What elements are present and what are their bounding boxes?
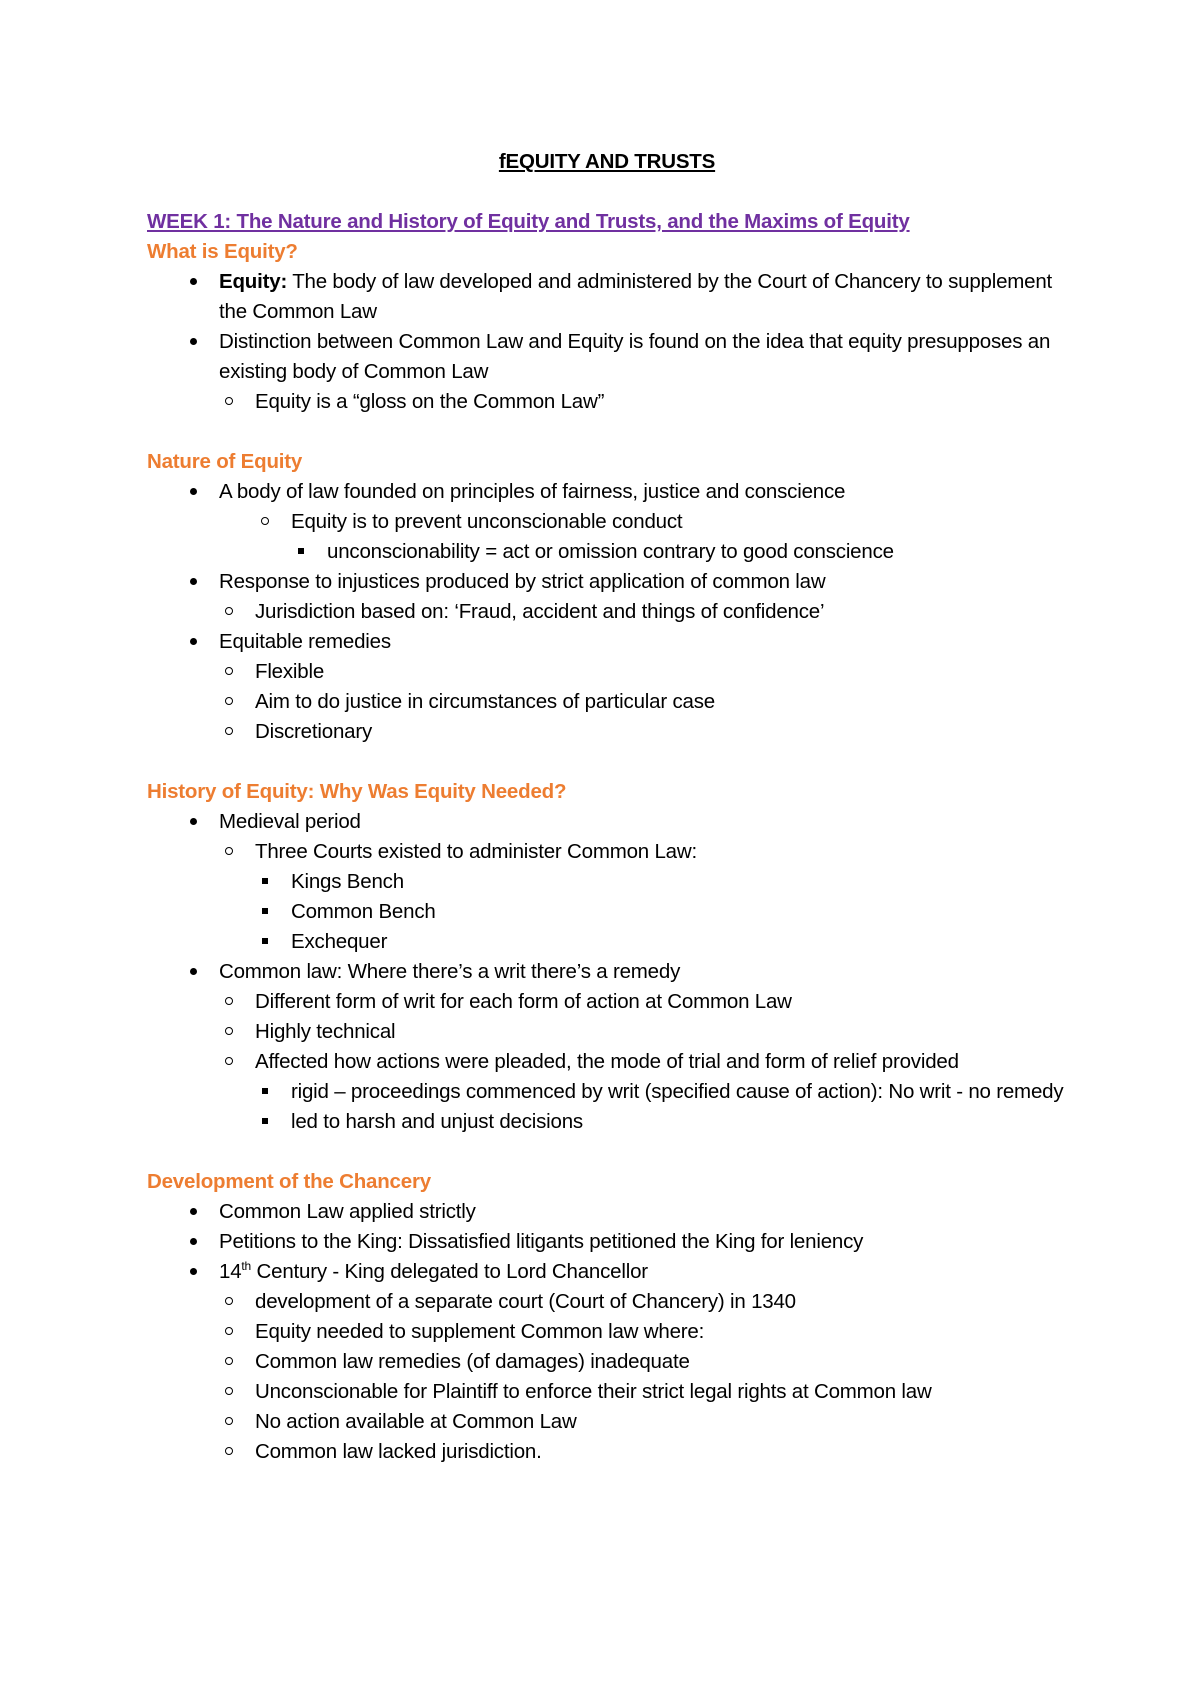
section-heading: Nature of Equity: [147, 450, 303, 473]
circle-bullet-icon: [219, 1317, 239, 1347]
square-bullet-icon: [255, 927, 275, 957]
circle-bullet-icon: [219, 717, 239, 747]
circle-bullet-icon: [219, 1407, 239, 1437]
item-text: Petitions to the King: Dissatisfied litigants petitioned the King for leniency: [219, 1230, 864, 1253]
list-item: [147, 897, 1067, 927]
item-text: Discretionary: [255, 720, 373, 743]
list-item: [147, 1377, 1067, 1407]
bullet-icon: [183, 477, 203, 507]
list-item: [147, 1227, 1067, 1257]
item-text: Medieval period: [219, 810, 361, 833]
bullet-icon: [183, 267, 203, 297]
item-text: Common law remedies (of damages) inadequate: [255, 1350, 690, 1373]
bullet-icon: [183, 327, 203, 357]
bullet-icon: [183, 1257, 203, 1287]
item-text: Aim to do justice in circumstances of particular case: [255, 690, 715, 713]
circle-bullet-icon: [219, 657, 239, 687]
item-text: Equity is to prevent unconscionable conduct: [291, 510, 683, 533]
bullet-icon: [183, 627, 203, 657]
list-item: [147, 1437, 1067, 1467]
list-item: [147, 1287, 1067, 1317]
list-item: [147, 267, 1067, 327]
bullet-icon: [183, 1197, 203, 1227]
item-text: Three Courts existed to administer Common Law:: [255, 840, 697, 863]
list-item: [147, 1257, 1067, 1287]
list-item: [147, 657, 1067, 687]
list-item: [147, 1317, 1067, 1347]
bullet-icon: [183, 567, 203, 597]
list-item: [147, 1407, 1067, 1437]
section-heading: History of Equity: Why Was Equity Needed?: [147, 780, 567, 803]
item-text: Equity is a “gloss on the Common Law”: [255, 390, 605, 413]
list-item: [147, 987, 1067, 1017]
circle-bullet-icon: [219, 687, 239, 717]
square-bullet-icon: [255, 867, 275, 897]
item-text: Common Law applied strictly: [219, 1200, 476, 1223]
list-item: [147, 717, 1067, 747]
bullet-icon: [183, 1227, 203, 1257]
list-item: [147, 957, 1067, 987]
item-text: Equitable remedies: [219, 630, 391, 653]
document-title: fEQUITY AND TRUSTS: [498, 150, 716, 173]
list-item: [147, 567, 1067, 597]
item-number: 14: [219, 1260, 242, 1283]
list-item: [147, 387, 1067, 417]
list-item: [147, 507, 1067, 537]
circle-bullet-icon: [219, 1377, 239, 1407]
circle-bullet-icon: [219, 1287, 239, 1317]
list-item: [147, 837, 1067, 867]
term-label: Equity:: [219, 270, 288, 293]
item-text: Different form of writ for each form of action at Common Law: [255, 990, 792, 1013]
list-item: [147, 1197, 1067, 1227]
item-text: Distinction between Common Law and Equity is found on the idea that equity presupposes an existing body of Common Law: [219, 330, 1051, 383]
list-item: [147, 1047, 1067, 1077]
list-item: [147, 687, 1067, 717]
circle-bullet-icon: [219, 387, 239, 417]
item-text: development of a separate court (Court of Chancery) in 1340: [255, 1290, 796, 1313]
item-text: led to harsh and unjust decisions: [291, 1110, 583, 1133]
bullet-list: [147, 267, 1067, 417]
item-text: Kings Bench: [291, 870, 404, 893]
section-development-of-chancery: [147, 1167, 1067, 1467]
square-bullet-icon: [255, 1077, 275, 1107]
list-item: [147, 327, 1067, 387]
item-text: rigid – proceedings commenced by writ (specified cause of action): No writ - no remedy: [291, 1080, 1064, 1103]
bullet-list: [147, 807, 1067, 1137]
circle-bullet-icon: [219, 837, 239, 867]
item-text: Exchequer: [291, 930, 388, 953]
list-item: [147, 927, 1067, 957]
circle-bullet-icon: [255, 507, 275, 537]
square-bullet-icon: [291, 537, 311, 567]
list-item: [147, 807, 1067, 837]
item-text: Century - King delegated to Lord Chancellor: [251, 1260, 648, 1283]
item-text: The body of law developed and administered by the Court of Chancery to supplement the Common Law: [219, 270, 1053, 323]
item-text: Response to injustices produced by strict application of common law: [219, 570, 826, 593]
square-bullet-icon: [255, 1107, 275, 1137]
list-item: [147, 1107, 1067, 1137]
item-text: Jurisdiction based on: ‘Fraud, accident and things of confidence’: [255, 600, 825, 623]
item-text: A body of law founded on principles of fairness, justice and conscience: [219, 480, 846, 503]
list-item: [147, 627, 1067, 657]
ordinal-suffix: th: [241, 1259, 252, 1273]
bullet-list: [147, 1197, 1067, 1467]
section-nature-of-equity: [147, 447, 1067, 747]
bullet-list: [147, 477, 1067, 747]
item-text: No action available at Common Law: [255, 1410, 577, 1433]
item-text: Common Bench: [291, 900, 436, 923]
item-text: Flexible: [255, 660, 325, 683]
list-item: [147, 597, 1067, 627]
circle-bullet-icon: [219, 597, 239, 627]
square-bullet-icon: [255, 897, 275, 927]
list-item: [147, 477, 1067, 507]
bullet-icon: [183, 807, 203, 837]
item-text: Highly technical: [255, 1020, 396, 1043]
document-body: [147, 147, 1067, 1497]
section-heading: Development of the Chancery: [147, 1170, 431, 1193]
section-history-of-equity: [147, 777, 1067, 1137]
week-heading: WEEK 1: The Nature and History of Equity and Trusts, and the Maxims of Equity: [147, 210, 910, 233]
item-text: Affected how actions were pleaded, the mode of trial and form of relief provided: [255, 1050, 959, 1073]
list-item: [147, 867, 1067, 897]
item-text: Common law: Where there’s a writ there’s a remedy: [219, 960, 681, 983]
circle-bullet-icon: [219, 1047, 239, 1077]
list-item: [147, 1347, 1067, 1377]
item-text: Equity needed to supplement Common law where:: [255, 1320, 705, 1343]
list-item: [147, 1017, 1067, 1047]
section-heading: What is Equity?: [147, 240, 298, 263]
circle-bullet-icon: [219, 1437, 239, 1467]
circle-bullet-icon: [219, 987, 239, 1017]
item-text: Common law lacked jurisdiction.: [255, 1440, 542, 1463]
item-text: unconscionability = act or omission contrary to good conscience: [327, 540, 894, 563]
list-item: [147, 1077, 1067, 1107]
section-what-is-equity: [147, 207, 1067, 417]
circle-bullet-icon: [219, 1347, 239, 1377]
bullet-icon: [183, 957, 203, 987]
list-item: [147, 537, 1067, 567]
item-text: Unconscionable for Plaintiff to enforce their strict legal rights at Common law: [255, 1380, 932, 1403]
circle-bullet-icon: [219, 1017, 239, 1047]
